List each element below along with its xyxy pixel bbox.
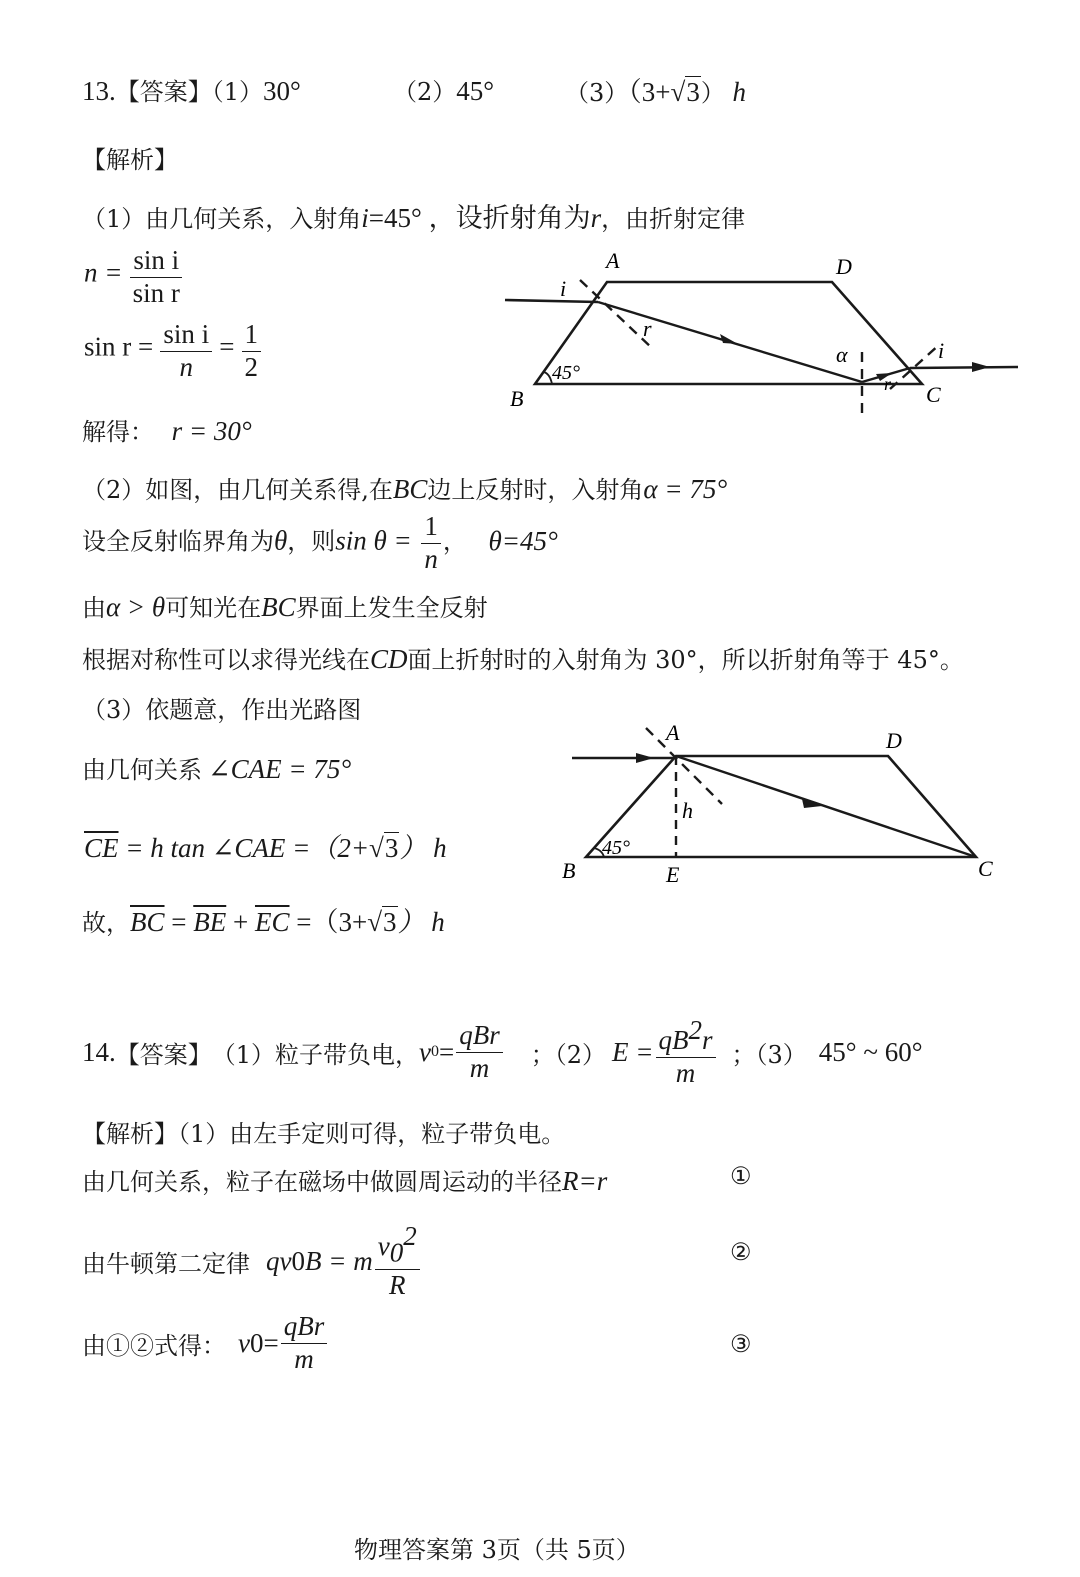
q13-ans1-value: 30° (263, 76, 301, 106)
q13-part2-line1 (82, 470, 727, 505)
fig1-label-C: C (926, 382, 941, 407)
fig2-label-C: C (978, 856, 993, 881)
q13-ans3-label: （3） (565, 79, 629, 107)
eq-sinr-num: sin i (160, 320, 212, 352)
q14-line3-num-sub: 0 (389, 1237, 404, 1268)
marker-2: ② (730, 1238, 752, 1266)
eq-n-num: sin i (130, 246, 182, 278)
q14-line3-num-sup: 2 (403, 1221, 417, 1251)
q14-ans2-label: ；（2） (530, 1040, 607, 1069)
q13-solve-line (82, 412, 252, 447)
q13-ans2-value: 45° (456, 76, 495, 106)
q14-line3-num-a: v (377, 1231, 390, 1261)
q13-ans3: （3）（3+√3） h (565, 77, 746, 107)
q14-line3 (82, 1222, 422, 1301)
q13-p3-l2-a: 由几何关系 (82, 756, 202, 784)
figure-1-light-path (500, 244, 1030, 424)
q13-part3-line3: $\overline{CE} = h$ tan ∠CAE =（2+√3） h (84, 833, 447, 863)
q13-p1-r: r (590, 203, 602, 233)
q14-line4-den: m (294, 1343, 314, 1374)
eq-sin-r (84, 320, 263, 382)
q14-ans2-num-a: qB (658, 1025, 689, 1055)
q13-part3-line1: （3）依题意，作出光路图 (82, 696, 362, 724)
fig1-label-angle: 45° (552, 362, 580, 384)
fig2-label-B: B (562, 858, 576, 883)
fig1-label-B: B (510, 386, 524, 411)
eq-sinr-num2: 1 (242, 320, 262, 352)
q13-p2-l4-a: 根据对称性可以求得光线在 (82, 646, 370, 674)
fig1-arrowhead-1 (720, 334, 738, 344)
q14-ans1-sub: 0 (431, 1043, 440, 1061)
q14-line4-sub: 0 (249, 1327, 264, 1358)
fig1-trapezoid (535, 282, 922, 384)
q13-answer-line (82, 72, 301, 107)
q13-p2-l3-b: 可知光在 (165, 594, 262, 622)
q13-part2-line2 (82, 512, 558, 574)
q13-p3-l4-plus: + (226, 907, 255, 937)
q14-ans1-fraction (456, 1021, 503, 1083)
q13-p1-text-b: =45° ，设折射角为 (368, 203, 591, 233)
q13-p3-l3-eq: = h tan ∠CAE =（2+ (118, 833, 370, 863)
eq-n-lhs: n = (84, 257, 123, 288)
q14-line4-v: v (238, 1327, 250, 1358)
q13-p2-l2-fraction (421, 512, 441, 574)
fig1-emergent-ray (910, 367, 1018, 368)
q13-ans2 (393, 72, 494, 107)
fig1-arrowhead-3 (972, 362, 990, 372)
q14-line2 (82, 1162, 607, 1197)
q13-p3-l3-close: ） h (399, 833, 447, 863)
q14-ans1-num: qBr (456, 1021, 503, 1053)
q13-p2-l2-num: 1 (421, 512, 441, 544)
q13-p3-l4-a: 故， (82, 909, 130, 937)
marker-3: ③ (730, 1330, 752, 1358)
q13-p1-i: i (361, 203, 369, 233)
fig2-label-h: h (682, 798, 693, 823)
marker-1: ① (730, 1162, 752, 1190)
q14-line2-formula: R=r (562, 1166, 608, 1196)
q13-p2-l1-b: 边上反射时，入射角 (427, 476, 644, 504)
eq-sinr-den2: 2 (244, 351, 259, 382)
q14-ans1-den: m (469, 1052, 490, 1083)
q13-p1-text-c: ，由折射定律 (601, 205, 746, 233)
q13-ans3-var: h (732, 77, 746, 107)
fig1-label-r-right: r (884, 374, 892, 394)
q13-p2-l2-a: 设全反射临界角为 (82, 527, 274, 556)
fig2-trapezoid (586, 756, 976, 857)
q13-p2-l4-cd: CD (370, 644, 408, 674)
fig1-label-i-right: i (938, 338, 945, 363)
q14-ans2-fraction (656, 1016, 716, 1088)
q14-analysis-tag: 【解析】 (82, 1120, 178, 1148)
q13-p3-l4-root: 3 (383, 907, 397, 937)
fig1-incident-ray (505, 300, 598, 302)
q14-line4-fraction (281, 1312, 328, 1374)
eq-n-fraction (130, 246, 183, 308)
q13-p1-text-a: （1）由几何关系，入射角 (82, 205, 362, 233)
q14-line3-lhs-a: qv (266, 1245, 292, 1276)
q13-p3-l2-eq: ∠CAE = 75° (208, 754, 352, 784)
q13-answer-tag: 【答案】 (115, 78, 212, 106)
fig1-label-i-left: i (560, 276, 567, 301)
q13-ans2-label: （2） (393, 78, 457, 106)
q13-p3-l4-be: $\overline{BE}$ (193, 907, 227, 937)
fig1-label-r: r (643, 316, 652, 341)
fig2-normal-at-A (646, 728, 722, 804)
q13-p2-l2-sin: sin θ = (335, 525, 412, 556)
q14-line4 (82, 1312, 329, 1374)
q13-p2-l3-c: 界面上发生全反射 (295, 594, 488, 622)
q14-line3-text: 由牛顿第二定律 (82, 1249, 250, 1278)
fig1-angle-arc (544, 372, 552, 384)
q14-number: 14. (82, 1036, 116, 1067)
q14-line3-fraction (375, 1222, 420, 1301)
q13-solve-label: 解得： (82, 418, 154, 446)
q13-p2-l1-alpha: α = 75° (643, 474, 728, 504)
q14-line4-num: qBr (281, 1312, 328, 1344)
q14-ans2-num-b: r (702, 1025, 713, 1055)
q13-p3-l4-ec: $\overline{EC}$ (254, 907, 290, 937)
eq-sinr-lhs: sin r = (84, 331, 154, 362)
eq-sinr-fraction2 (242, 320, 262, 382)
q14-line2-text: 由几何关系，粒子在磁场中做圆周运动的半径 (82, 1168, 562, 1196)
q13-part2-line4 (82, 640, 964, 675)
q13-p3-l3-ce: $\overline{CE}$ (84, 833, 119, 863)
q13-part1-intro (82, 196, 745, 235)
q13-p2-l3-bc: BC (261, 592, 296, 622)
q13-analysis-tag: 【解析】 (82, 146, 178, 174)
q14-line4-text: 由①②式得： (82, 1331, 226, 1360)
q13-number: 13. (82, 76, 116, 106)
q14-analysis-p1: （1）由左手定则可得，粒子带负电。 (178, 1120, 566, 1148)
q14-line3-den: R (388, 1270, 406, 1301)
fig2-arrowhead-1 (636, 753, 654, 763)
q13-p3-l4-eq2: =（3+ (289, 907, 368, 937)
fig2-label-angle: 45° (602, 837, 630, 859)
q14-ans3-label: ；（3） (731, 1040, 807, 1069)
q14-ans1-eq: = (439, 1036, 455, 1067)
q13-p3-l3-root: 3 (384, 833, 399, 863)
q14-line3-lhs-sub: 0 (291, 1245, 305, 1276)
q13-ans3-open: （3+ (628, 77, 671, 107)
q14-ans2-lhs: E = (612, 1036, 654, 1067)
page-footer: 物理答案第 3页（共 5页） (354, 1536, 640, 1564)
q13-p3-l4-bc: $\overline{BC}$ (130, 907, 165, 937)
q14-ans1-v: v (419, 1036, 432, 1067)
q14-line4-eq: = (263, 1327, 279, 1358)
q14-answer-line (82, 1016, 923, 1088)
q13-p2-l1-bc: BC (392, 474, 428, 504)
q13-p2-l2-theta-val: θ=45° (488, 525, 558, 556)
eq-sinr-equals: = (219, 331, 235, 362)
q14-ans1: （1）粒子带负电， (211, 1040, 420, 1069)
eq-sinr-den: n (179, 351, 193, 382)
q13-p2-l2-b: ，则 (287, 527, 336, 556)
q13-part2-line3 (82, 588, 488, 623)
q13-part3-line2 (82, 750, 351, 785)
q13-p2-l3-cmp: α > θ (106, 592, 166, 622)
fig2-label-A: A (666, 720, 680, 745)
q13-solve-value: r = 30° (171, 416, 252, 446)
q13-ans3-close: ） (700, 79, 725, 107)
q13-p2-l1-a: （2）如图，由几何关系得,在 (82, 476, 393, 504)
figure-2-light-path (556, 714, 1006, 889)
q13-p2-l3-a: 由 (82, 594, 106, 622)
q13-p2-l2-theta: θ (274, 525, 288, 556)
eq-refractive-index (84, 246, 185, 308)
q13-p2-l4-b: 面上折射时的入射角为 30°，所以折射角等于 45°。 (407, 646, 964, 674)
q13-ans1-label: （1） (211, 78, 264, 106)
q14-answer-tag: 【答案】 (115, 1040, 212, 1069)
q14-line3-lhs-b: B = m (304, 1245, 373, 1276)
q13-part3-line4: 故，$\overline{BC} = \overline{BE} + \overline{EC} =(3+√3)$ h (82, 907, 445, 937)
fig1-label-alpha: α (836, 342, 848, 367)
q14-ans3-value: 45° ~ 60° (818, 1036, 923, 1067)
fig2-label-E: E (666, 862, 680, 887)
fig2-label-D: D (886, 728, 902, 753)
q14-ans2-den: m (675, 1057, 696, 1088)
fig1-label-A: A (606, 248, 620, 273)
q13-ans3-root: 3 (686, 77, 700, 107)
q14-analysis-line1 (82, 1114, 565, 1149)
q13-p3-l4-eq1: = (164, 907, 194, 937)
q13-p2-l2-den: n (424, 543, 438, 574)
eq-n-den: sin r (132, 277, 180, 308)
q14-ans2-num-sup: 2 (688, 1015, 702, 1045)
eq-sinr-fraction1 (160, 320, 212, 382)
q13-p2-l2-c: ， (442, 527, 467, 556)
fig1-label-D: D (836, 254, 852, 279)
q13-p3-l4-close: ） h (397, 907, 445, 937)
